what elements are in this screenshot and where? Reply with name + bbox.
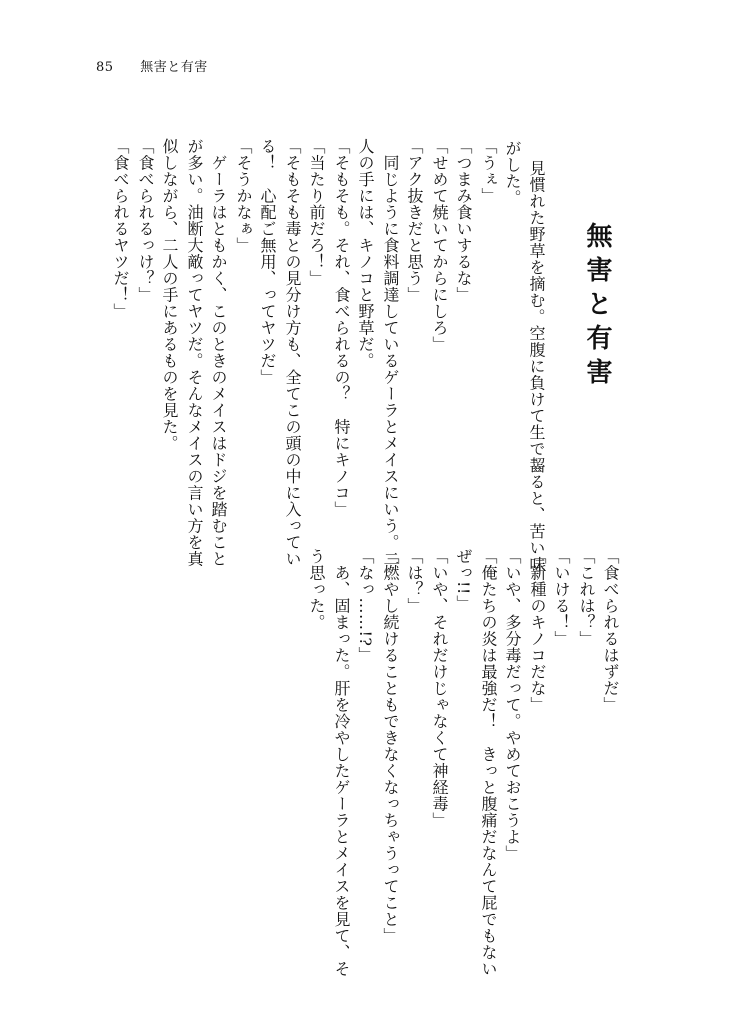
text-column: 「そもそも毒との見分け方も、全てこの頭の中に入ってい (283, 138, 302, 567)
text-column: る！ 心配ご無用、ってヤツだ」 (258, 138, 277, 386)
text-column: がした。 (503, 140, 522, 206)
text-column: 「いや、それだけじゃなくて神経毒」 (430, 548, 449, 829)
text-column: 人の手には、キノコと野草だ。 (356, 138, 375, 369)
text-column: 「なっ……!?」 (356, 548, 375, 664)
text-column: 「つまみ食いするな」 (454, 138, 473, 303)
text-column: ゲーラはともかく、このときのメイスはドジを踏むこと (209, 138, 228, 567)
text-column: 「アク抜きだと思う」 (405, 138, 424, 303)
text-column: 「そもそも。それ、食べられるの？ 特にキノコ」 (332, 138, 351, 518)
text-column: 「燃やし続けることもできなくなっちゃうってこと」 (381, 548, 400, 944)
text-column: 似しながら、二人の手にあるものを見た。 (160, 138, 179, 452)
text-column: 見慣れた野草を摘む。空腹に負けて生で齧ると、苦い味 (527, 160, 546, 573)
text-column: う思った。 (307, 548, 326, 631)
chapter-title: 無害と有害 (582, 222, 612, 392)
text-column: 「新種のキノコだな」 (528, 548, 547, 713)
running-title: 無害と有害 (140, 60, 208, 75)
text-column: 「いける！」 (552, 548, 571, 647)
page-number: 85 (96, 60, 114, 75)
text-column: 「俺たちの炎は最強だ！ きっと腹痛だなんて屁でもない (479, 548, 498, 977)
text-column: ぜっ!!」 (454, 548, 473, 612)
text-column: 「食べられるヤツだ！」 (111, 138, 130, 320)
text-column: 「うぇ」 (479, 138, 498, 204)
text-column: 「食べられるっけ？」 (136, 138, 155, 303)
text-column: 「は？」 (405, 548, 424, 614)
text-column: 「食べられるはずだ」 (601, 548, 620, 713)
text-column: 「そうかなぁ」 (234, 138, 253, 254)
text-column: あ、固まった。肝を冷やしたゲーラとメイスを見て、そ (332, 548, 351, 977)
text-column: 「せめて焼いてからにしろ」 (430, 138, 449, 353)
text-column: 「当たり前だろ！」 (307, 138, 326, 287)
running-header (96, 56, 208, 75)
text-column: 「これは？」 (577, 548, 596, 647)
text-column: 「いや、多分毒だって。やめておこうよ」 (503, 548, 522, 862)
text-column: が多い。油断大敵ってヤツだ。そんなメイスの言い方を真 (185, 138, 204, 567)
text-column: 同じように食料調達しているゲーラとメイスにいう。二 (381, 138, 400, 567)
